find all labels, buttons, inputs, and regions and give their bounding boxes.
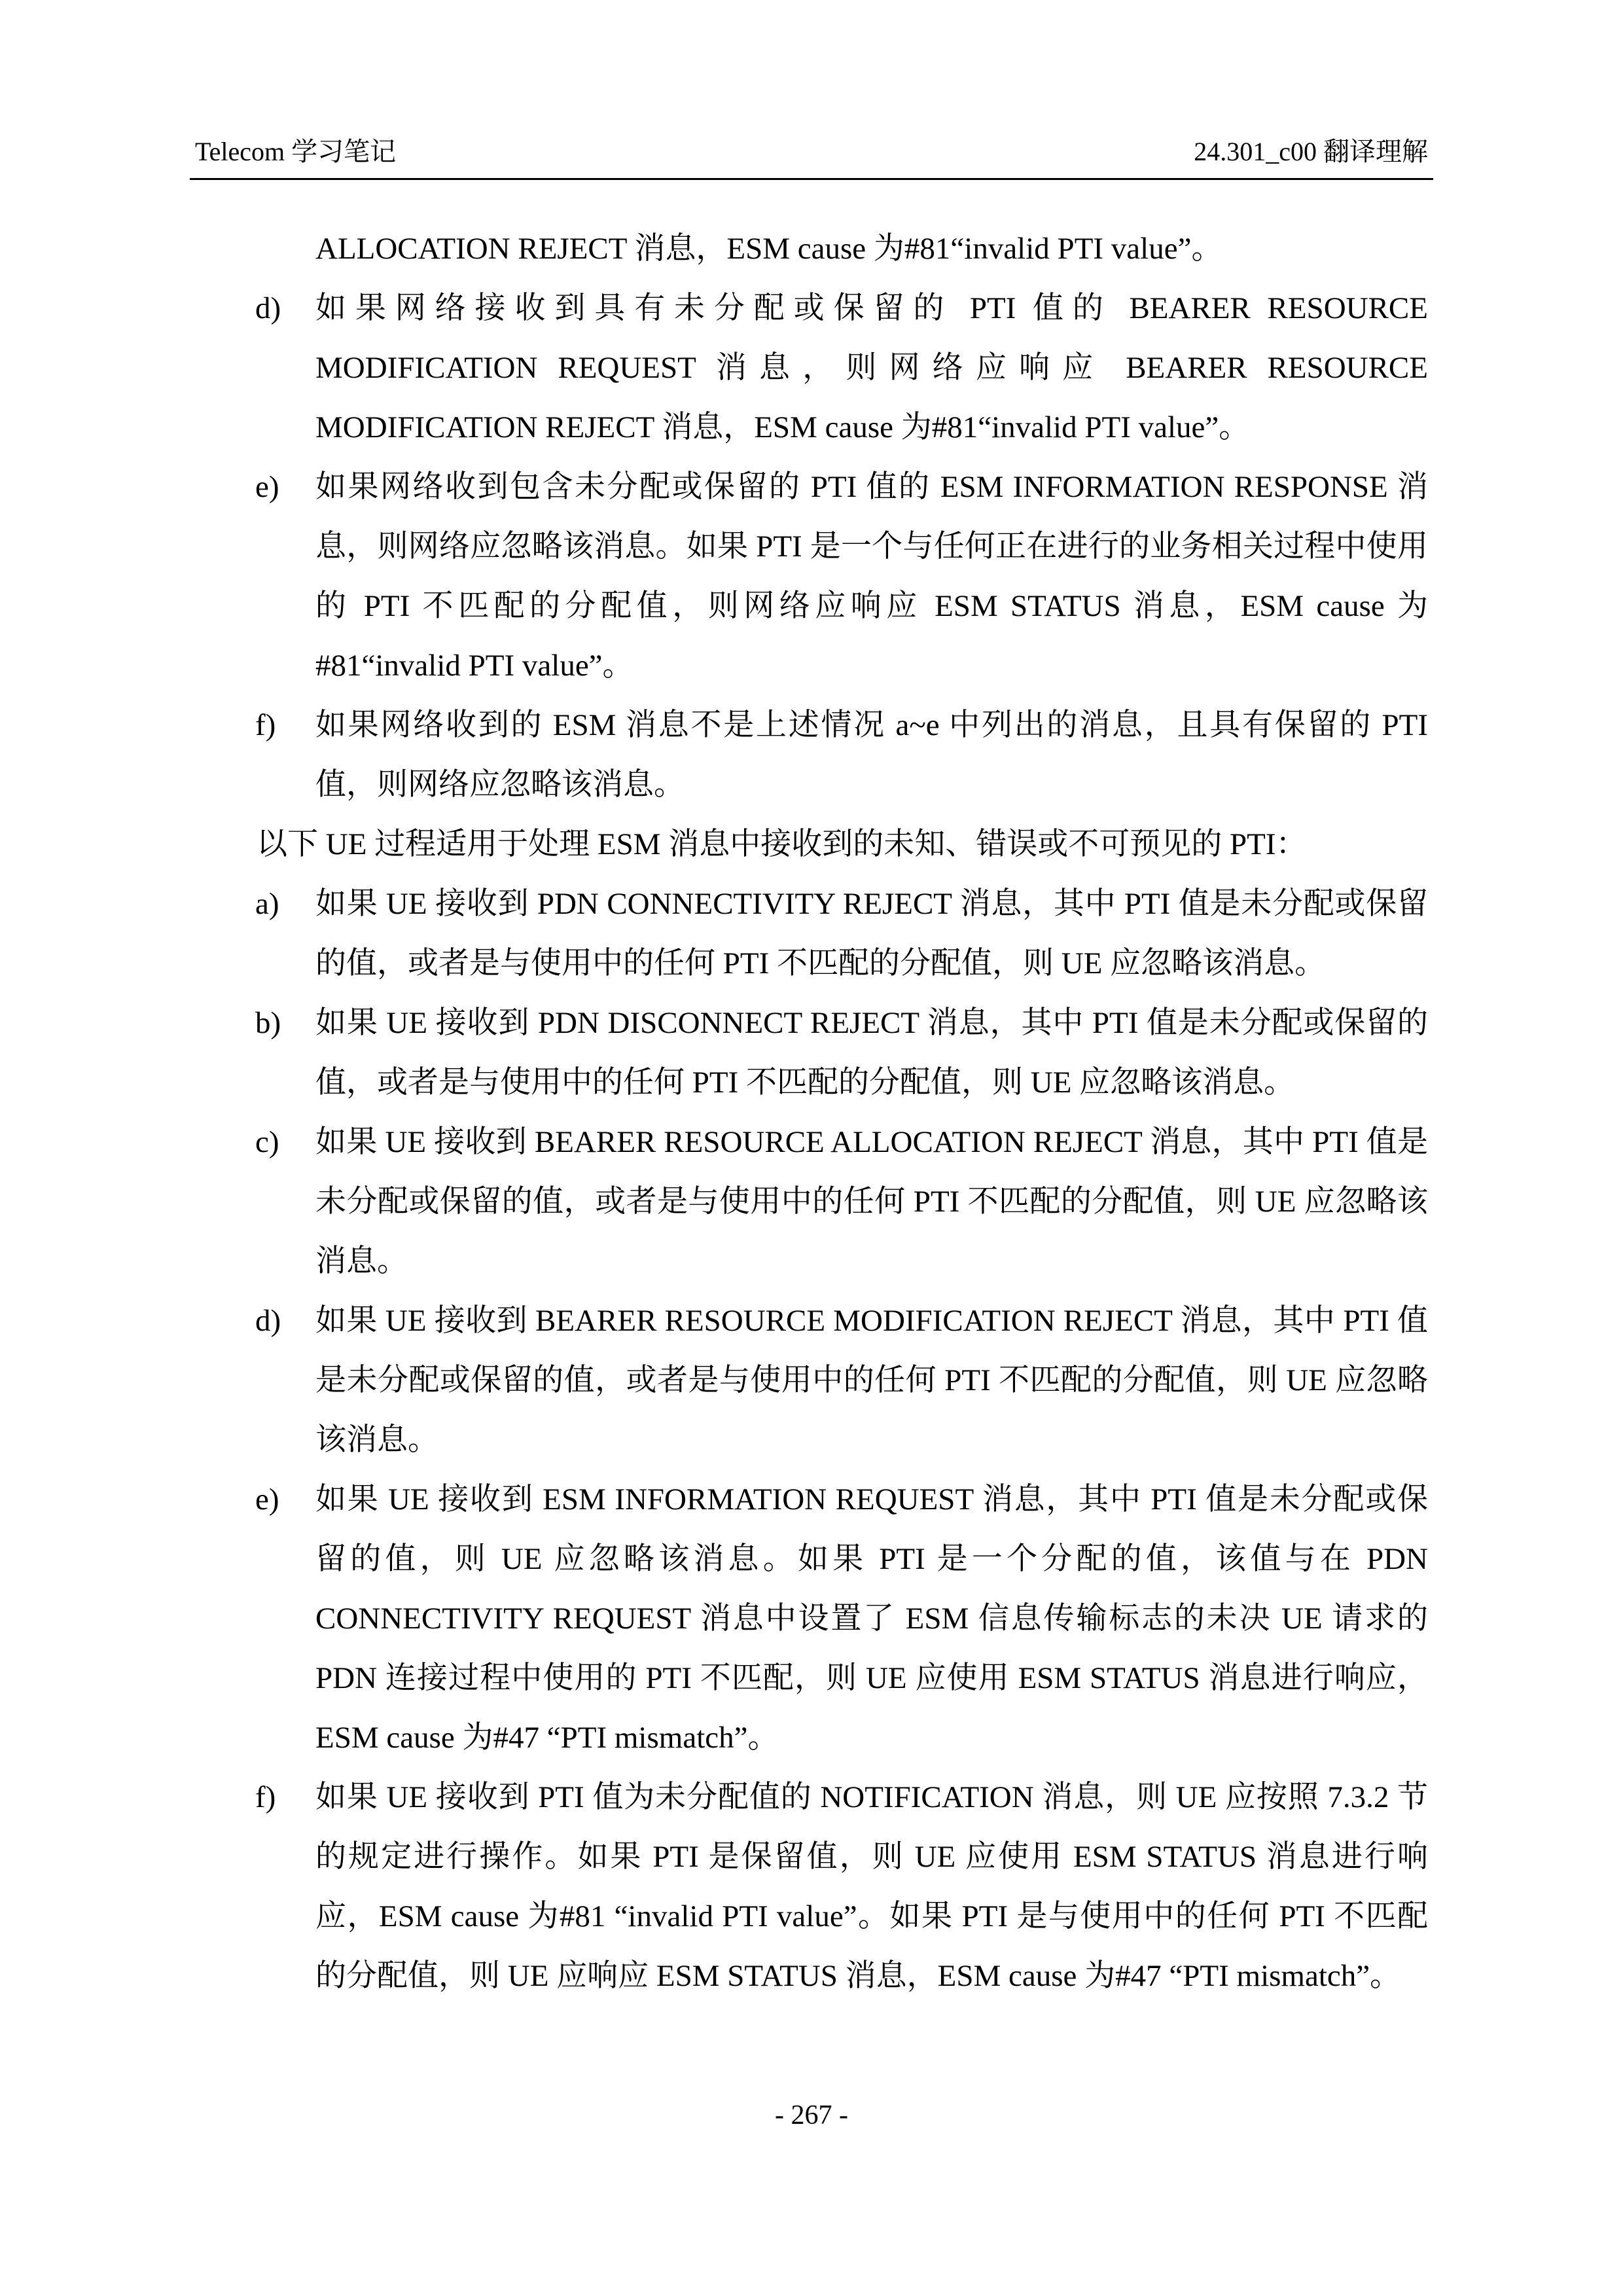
item-text: 如果网络收到包含未分配或保留的 PTI 值的 ESM INFORMATION RESPONSE 消息，则网络应忽略该消息。如果 PTI 是一个与任何正在进行的业务相关过程中使用的 PTI 不匹配的分配值，则网络应响应 ESM STATUS 消息，ESM cause 为#81“invalid PTI value”。 [315, 470, 1428, 683]
page-header [190, 131, 1433, 180]
item-marker: f) [255, 708, 276, 742]
ue-procedures-intro: 以下 UE 过程适用于处理 ESM 消息中接收到的未知、错误或不可预见的 PTI： [257, 827, 1307, 861]
item-text: 如果 UE 接收到 BEARER RESOURCE ALLOCATION REJECT 消息，其中 PTI 值是未分配或保留的值，或者是与使用中的任何 PTI 不匹配的分配值，则 UE 应忽略该消息。 [315, 1125, 1428, 1278]
ue-item-e [255, 1470, 1428, 1768]
page-number: - 267 - [775, 2100, 848, 2130]
item-text: 如果 UE 接收到 BEARER RESOURCE MODIFICATION REJECT 消息，其中 PTI 值是未分配或保留的值，或者是与使用中的任何 PTI 不匹配的分配值，则 UE 应忽略该消息。 [315, 1304, 1428, 1457]
continued-paragraph: ALLOCATION REJECT 消息，ESM cause 为#81“invalid PTI value”。 [315, 232, 1222, 266]
item-marker: d) [255, 291, 281, 325]
item-marker: d) [255, 1304, 281, 1338]
header-title: Telecom 学习笔记 [195, 137, 397, 166]
item-marker: e) [255, 1482, 279, 1516]
ue-item-c [255, 1113, 1428, 1291]
item-text: 如果 UE 接收到 PTI 值为未分配值的 NOTIFICATION 消息，则 UE 应按照 7.3.2 节的规定进行操作。如果 PTI 是保留值，则 UE 应使用 ESM STATUS 消息进行响应，ESM cause 为#81 “invalid PTI value”。如果 PTI 是与使用中的任何 PTI 不匹配的分配值，则 UE 应响应 ESM STATUS 消息，ESM cause 为#47 “PTI mismatch”。 [315, 1780, 1428, 1993]
item-marker: e) [255, 470, 279, 504]
item-text: 如果 UE 接收到 PDN CONNECTIVITY REJECT 消息，其中 PTI 值是未分配或保留的值，或者是与使用中的任何 PTI 不匹配的分配值，则 UE 应忽略该消息。 [315, 887, 1428, 980]
ue-item-a [255, 874, 1428, 994]
page-body [257, 219, 1428, 2006]
item-text: 如果 UE 接收到 ESM INFORMATION REQUEST 消息，其中 PTI 值是未分配或保留的值，则 UE 应忽略该消息。如果 PTI 是一个分配的值，该值与在 PDN CONNECTIVITY REQUEST 消息中设置了 ESM 信息传输标志的未决 UE 请求的 PDN 连接过程中使用的 PTI 不匹配，则 UE 应使用 ESM STATUS 消息进行响应，ESM cause 为#47 “PTI mismatch”。 [315, 1482, 1428, 1755]
network-item-d [255, 279, 1428, 457]
network-item-e [255, 457, 1428, 696]
item-text: 如果 UE 接收到 PDN DISCONNECT REJECT 消息，其中 PTI 值是未分配或保留的值，或者是与使用中的任何 PTI 不匹配的分配值，则 UE 应忽略该消息。 [315, 1006, 1428, 1100]
ue-item-b [255, 994, 1428, 1113]
ue-item-f [255, 1768, 1428, 2006]
item-marker: c) [255, 1125, 279, 1159]
item-marker: f) [255, 1780, 276, 1814]
network-item-f [255, 696, 1428, 815]
ue-item-d [255, 1291, 1428, 1470]
item-text: 如果网络收到的 ESM 消息不是上述情况 a~e 中列出的消息，且具有保留的 PTI 值，则网络应忽略该消息。 [315, 708, 1428, 802]
item-marker: b) [255, 1006, 281, 1040]
item-text: 如果网络接收到具有未分配或保留的 PTI 值的 BEARER RESOURCE MODIFICATION REQUEST 消息，则网络应响应 BEARER RESOURCE MODIFICATION REJECT 消息，ESM cause 为#81“invalid PTI value”。 [315, 291, 1428, 444]
item-marker: a) [255, 887, 279, 921]
header-doc-ref: 24.301_c00 翻译理解 [1194, 137, 1428, 166]
